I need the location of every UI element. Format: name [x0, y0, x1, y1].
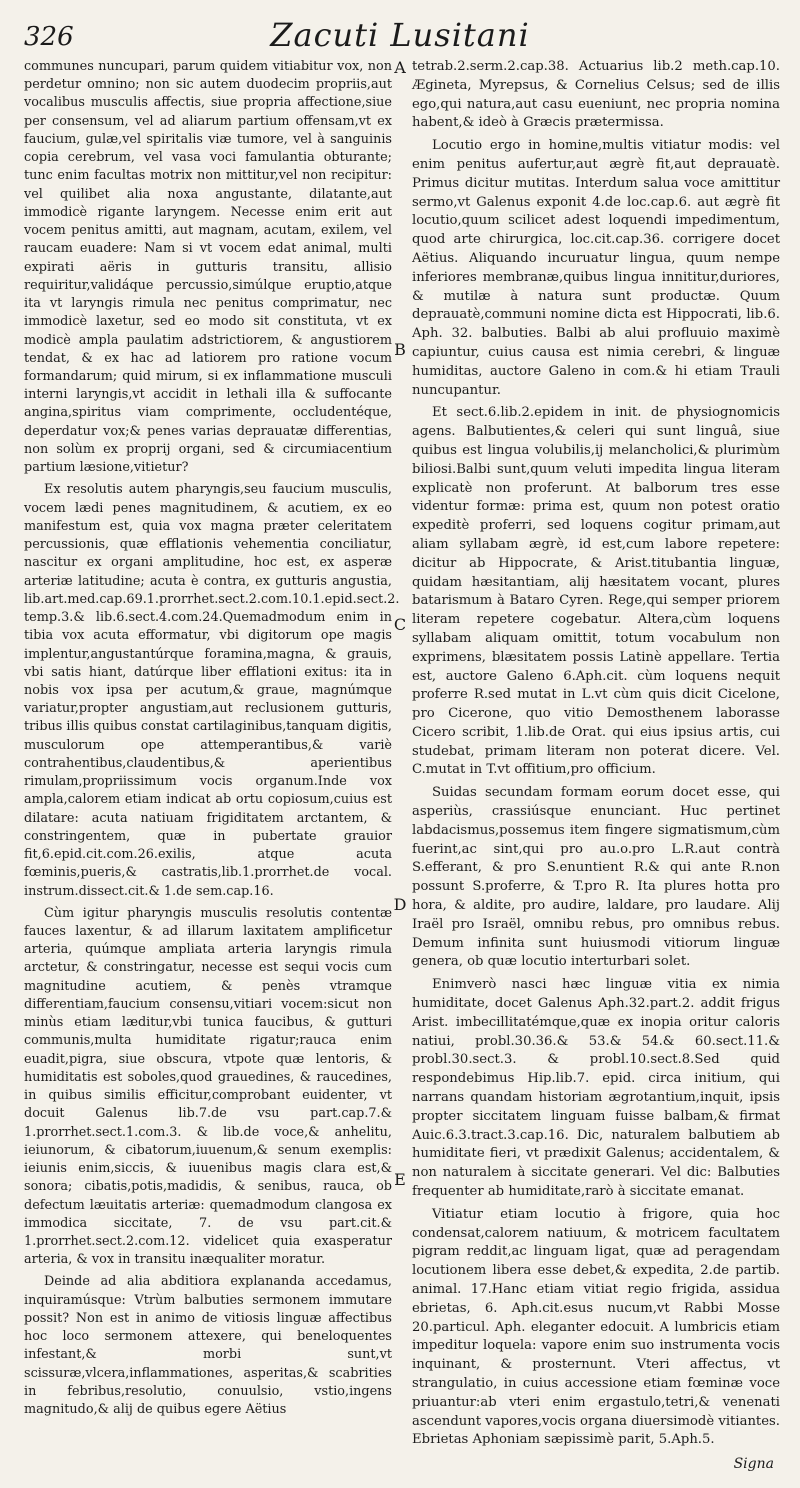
paragraph: Et sect.6.lib.2.epidem in init. de physiognomicis agens. Balbutientes,& celeri qui sunt linguâ, siue quibus est lingua volubilis,ij melancholici,& plurimùm biliosi.Balbi sunt,quum veluti impedita lingua literam explicatè non proferunt. At balborum tres esse videntur formæ: prima est, quum non potest oratio expeditè proferri, sed loquens cogitur primam,aut aliam syllabam ægrè, id est,cum labore repetere: dicitur ab Hippocrate, & Arist.titubantia linguæ, quidam hæsitantiam, alij hæsitatem vocant, plures batarismum à Bataro Cyren. Rege,qui semper priorem literam repetere cogebatur. Altera,cùm loquens syllabam aliquam omittit, totum vocabulum non exprimens, blæsitatem possis Latinè appellare. Tertia est, auctore Galeno 6.Aph.cit. cùm loquens nequit proferre R.sed mutat in L.vt cùm quis dicit Cicelone, pro Cicerone, quo vitio Demosthenem laborasse Cicero scribit, 1.lib.de Orat. qui eius ipsius artis, cui studebat, primam literam non poterat dicere. Vel. C.mutat in T.vt offitium,pro officium. [412, 405, 780, 778]
margin-letter-b: B [394, 340, 406, 359]
page-header [0, 0, 800, 60]
margin-letter-d: D [393, 895, 407, 914]
margin-letter-a: A [394, 58, 406, 77]
paragraph: tetrab.2.serm.2.cap.38. Actuarius lib.2 meth.cap.10. Ægineta, Myrepsus, & Cornelius Celsus; sed de illis ego,qui natura,aut casu eueniunt, nec propria nomina habent,& ideò à Græcis prætermissa. [412, 59, 780, 131]
left-column [24, 58, 400, 1419]
catchword: Signa [733, 1456, 774, 1472]
page-number: 326 [24, 22, 74, 52]
margin-letter-c: C [393, 615, 407, 634]
paragraph: Deinde ad alia abditiora explananda accedamus, inquiramúsque: Vtrùm balbuties sermonem immutare possit? Non est in animo de vitiosis linguæ affectibus hoc loco sermonem attexere, qui beneloquentes infestant,& morbi sunt,vt scissuræ,vlcera,inflammationes, asperitas,& scabrities in febribus,resolutio, conuulsio, vstio,ingens magnitudo,& alij de quibus egere Aëtius [24, 1274, 392, 1418]
paragraph: Cùm igitur pharyngis musculis resolutis contentæ fauces laxentur, & ad illarum laxitatem amplificetur arteria, quúmque ampliata arteria laryngis rimula arctetur, & constringatur, necesse est sequi vocis cum magnitudine acutiem, & penès vtramque differentiam,faucium consensu,vitiari vocem:sicut non minùs etiam læditur,vbi tunica faucibus, & gutturi communis,multa humiditate rigatur;rauca enim euadit,pigra, siue obscura, vtpote quæ lentoris, & humiditatis est soboles,quod grauedines, & raucedines, in quibus similis efficitur,comprobant euidenter, vt docuit Galenus lib.7.de vsu part.cap.7.& 1.prorrhet.sect.1.com.3. & lib.de voce,& anhelitu, ieiunorum, & cibatorum,iuuenum,& senum exemplis: ieiunis enim,siccis, & iuuenibus magis clara est,& sonora; cibatis,potis,madidis, & senibus, rauca, ob defectum læuitatis arteriæ: quemadmodum clangosa ex immodica siccitate, 7. de vsu part.cit.& 1.prorrhet.sect.2.com.12. videlicet quia exasperatur arteria, & vox in transitu inæqualiter moratur. [24, 905, 392, 1268]
paragraph: Suidas secundam formam eorum docet esse, qui asperiùs, crassiúsque enunciant. Huc pertinet labdacismus,possemus item fingere sigmatismum,cùm fuerint,ac sint,qui pro au.o.pro L.R.aut contrà S.efferant, & pro S.enuntient R.& qui ante R.non possunt S.proferre, & T.pro R. Ita plures hotta pro hora, & aldite, pro audire, laldare, pro laudare. Alij Iraël pro Israël, omnibu rebus, pro omnibus rebus. Demum infinita sunt huiusmodi vitiorum linguæ genera, ob quæ locutio interturbari solet. [412, 785, 780, 970]
paragraph: communes nuncupari, parum quidem vitiabitur vox, non perdetur omnino; non sic autem duodecim propriis,aut vocalibus musculis affectis, siue propria affectione,siue per consensum, vel ad aliarum partium offensam,vt ex faucium, gulæ,vel spiritalis viæ tumore, vel à sanguinis copia cerebrum, vel vasa voci famulantia obturante; tunc enim facultas motrix non mittitur,vel non recipitur: vel quilibet alia noxa angustante, dilatante,aut immodicè rigante laryngem. Necesse enim erit aut vocem penitus amitti, aut magnam, acutam, exilem, vel raucam euadere: Nam si vt vocem edat animal, multi expirati aëris in gutturis transitu, allisio requiritur,validáque percussio,simúlque eruptio,atque ita vt laryngis rimula nec penitus comprimatur, nec immodicè laxetur, sed eo modo sit constituta, vt ex modicè ampla paulatim adstrictiorem, & angustiorem tendat, & ex hac ad latiorem pro ratione vocum formandarum; quid mirum, si ex inflammatione musculi interni laryngis,vt accidit in lethali illa & suffocante angina,spiritus viam comprimente, occludentéque, deperdatur vox;& penes varias deprauatæ differentias, non solùm ex proprij organi, sed & circumiacentium partium læsione,vitietur? [24, 59, 392, 476]
margin-letter-e: E [394, 1170, 406, 1189]
paragraph: Vitiatur etiam locutio à frigore, quia hoc condensat,calorem natiuum, & motricem facultatem pigram reddit,ac linguam ligat, quæ ad peragendam locutionem libera esse debet,& expedita, 2.de partib. animal. 17.Hanc etiam vitiat regio frigida, assidua ebrietas, 6. Aph.cit.esus nucum,vt Rabbi Mosse 20.particul. Aph. eleganter edocuit. A lumbricis etiam impeditur loquela: vapore enim suo instrumenta vocis inquinant, & prosternunt. Vteri affectus, vt strangulatio, in cuius accessione etiam fœminæ voce priuantur:ab vteri enim ergastulo,tetri,& venenati ascendunt vapores,vocis organa diuersimodè vitiantes. Ebrietas Aphoniam sæpissimè parit, 5.Aph.5. [412, 1206, 780, 1448]
paragraph: Locutio ergo in homine,multis vitiatur modis: vel enim penitus aufertur,aut ægrè fit,aut deprauatè. Primus dicitur mutitas. Interdum salua voce amittitur sermo,vt Galenus exponit 4.de loc.cap.6. aut ægrè fit locutio,quum scilicet adest loquendi impedimentum, quod arte chirurgica, loc.cit.cap.36. corrigere docet Aëtius. Aliquando incuruatur lingua, quum nempe inferiores membranæ,quibus lingua innititur,duriores, & mutilæ à natura sunt productæ. Quum deprauatè,communi nomine dicta est Hippocrati, lib.6. Aph. 32. balbuties. Balbi ab alui profluuio maximè capiuntur, cuius causa est nimia cerebri, & linguæ humiditas, auctore Galeno in com.& hi etiam Trauli nuncupantur. [412, 138, 780, 398]
paragraph: Ex resolutis autem pharyngis,seu faucium musculis, vocem lædi penes magnitudinem, & acutiem, ex eo manifestum est, quia vox magna præter celeritatem percussionis, quæ efflationis vehementia conciliatur, nascitur ex organi amplitudine, hoc est, ex asperæ arteriæ latitudine; acuta è contra, ex gutturis angustia, lib.art.med.cap.69.1.prorrhet.sect.2.com.10.1.epid.sect.2. temp.3.& lib.6.sect.4.com.24.Quemadmodum enim in tibia vox acuta efformatur, vbi digitorum ope magis implentur,angustantúrque foramina,magna, & grauis, vbi satis hiant, datúrque liber efflationi exitus: ita in nobis vox ipsa per acutum,& graue, magnúmque variatur,propter angustiam,aut reclusionem gutturis, tribus illis quibus constat cartilaginibus,tanquam digitis, musculorum ope attemperantibus,& variè contrahentibus,claudentibus,& aperientibus rimulam,propriissimum vocis organum.Inde vox ampla,calorem etiam indicat ab ortu copiosum,cuius est dilatare: acuta natiuam frigiditatem arctantem, & constringentem, quæ in pubertate grauior fit,6.epid.cit.com.26.exilis, atque acuta fœminis,pueris,& castratis,lib.1.prorrhet.de vocal. instrum.dissect.cit.& 1.de sem.cap.16. [24, 482, 400, 899]
paragraph: Enimverò nasci hæc linguæ vitia ex nimia humiditate, docet Galenus Aph.32.part.2. addit frigus Arist. imbecillitatémque,quæ ex inopia oritur caloris natiui, probl.30.36.& 53.& 54.& 60.sect.11.& probl.30.sect.3. & probl.10.sect.8.Sed quid respondebimus Hip.lib.7. epid. circa initium, qui narrans quandam historiam ægrotantium,inquit, ipsis propter siccitatem linguam fuisse balbam,& firmat Auic.6.3.tract.3.cap.16. Dic, naturalem balbutiem ab humiditate fieri, vt prædixit Galenus; accidentalem, & non naturalem à siccitate generari. Vel dic: Balbuties frequenter ab humiditate,rarò à siccitate emanat. [412, 977, 780, 1200]
running-head: Zacuti Lusitani [270, 16, 530, 54]
right-column [412, 58, 780, 1450]
